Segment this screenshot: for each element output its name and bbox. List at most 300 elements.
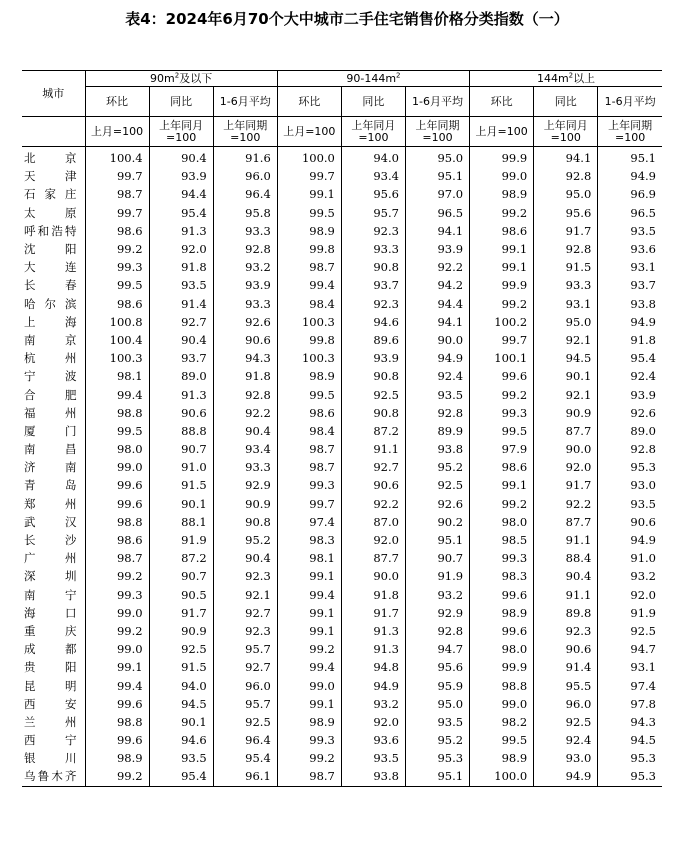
- index-value-cell: 98.1: [277, 549, 341, 567]
- index-value-cell: 93.9: [213, 276, 277, 294]
- index-value-cell: 92.1: [534, 385, 598, 403]
- index-value-cell: 92.2: [213, 404, 277, 422]
- index-value-cell: 90.4: [213, 422, 277, 440]
- index-value-cell: 87.2: [149, 549, 213, 567]
- index-value-cell: 98.2: [470, 713, 534, 731]
- index-value-cell: 99.7: [85, 204, 149, 222]
- index-value-cell: 100.4: [85, 331, 149, 349]
- index-value-cell: 94.1: [405, 313, 469, 331]
- index-value-cell: 93.6: [598, 240, 662, 258]
- index-value-cell: 94.9: [405, 349, 469, 367]
- index-value-cell: 92.7: [213, 658, 277, 676]
- index-value-cell: 93.3: [213, 222, 277, 240]
- index-value-cell: 99.5: [85, 276, 149, 294]
- group-header-large: $144m^2$以上: [470, 71, 662, 87]
- city-name-cell: 宁波: [24, 369, 77, 384]
- index-value-cell: 99.0: [85, 604, 149, 622]
- index-value-cell: 96.0: [213, 676, 277, 694]
- index-value-cell: 98.6: [85, 295, 149, 313]
- index-value-cell: 92.6: [213, 313, 277, 331]
- table-row: [22, 240, 662, 258]
- base-header-mom: 上月=100: [470, 117, 534, 147]
- index-value-cell: 92.0: [341, 531, 405, 549]
- index-value-cell: 95.8: [213, 204, 277, 222]
- index-value-cell: 89.6: [341, 331, 405, 349]
- index-value-cell: 92.7: [149, 313, 213, 331]
- city-column-header: 城市: [22, 71, 85, 117]
- table-row: [22, 422, 662, 440]
- index-value-cell: 92.2: [341, 495, 405, 513]
- index-value-cell: 93.5: [405, 713, 469, 731]
- base-header-mom: 上月=100: [85, 117, 149, 147]
- city-name-cell: 广州: [24, 551, 77, 566]
- index-value-cell: 92.7: [213, 604, 277, 622]
- city-name-cell: 银川: [24, 751, 77, 766]
- index-value-cell: 92.8: [598, 440, 662, 458]
- index-value-cell: 92.3: [213, 622, 277, 640]
- index-value-cell: 96.5: [598, 204, 662, 222]
- index-value-cell: 99.1: [470, 240, 534, 258]
- index-value-cell: 99.3: [85, 258, 149, 276]
- index-value-cell: 92.2: [534, 495, 598, 513]
- base-header-mom: 上月=100: [277, 117, 341, 147]
- index-value-cell: 98.6: [470, 458, 534, 476]
- index-value-cell: 94.1: [534, 147, 598, 168]
- index-value-cell: 94.7: [598, 640, 662, 658]
- city-name-cell: 哈尔滨: [24, 296, 77, 311]
- index-value-cell: 92.4: [534, 731, 598, 749]
- table-row: [22, 549, 662, 567]
- index-value-cell: 90.5: [149, 586, 213, 604]
- base-header-avg: 上年同期=100: [405, 117, 469, 147]
- index-value-cell: 90.7: [149, 567, 213, 585]
- index-value-cell: 99.7: [277, 167, 341, 185]
- index-value-cell: 98.7: [85, 185, 149, 203]
- index-value-cell: 93.2: [213, 258, 277, 276]
- table-row: [22, 349, 662, 367]
- index-value-cell: 95.0: [405, 695, 469, 713]
- index-value-cell: 94.1: [405, 222, 469, 240]
- base-header-yoy: 上年同月=100: [341, 117, 405, 147]
- index-value-cell: 93.4: [213, 440, 277, 458]
- city-name-cell: 厦门: [24, 423, 77, 438]
- index-value-cell: 98.0: [470, 513, 534, 531]
- index-value-cell: 99.0: [470, 167, 534, 185]
- sub-header-avg: 1-6月平均: [405, 87, 469, 117]
- index-value-cell: 93.3: [213, 295, 277, 313]
- group-header-small: $90m^2$及以下: [85, 71, 277, 87]
- index-value-cell: 91.6: [213, 147, 277, 168]
- index-value-cell: 89.0: [598, 422, 662, 440]
- index-value-cell: 95.2: [405, 731, 469, 749]
- table-row: [22, 385, 662, 403]
- index-value-cell: 90.4: [534, 567, 598, 585]
- sub-header-mom: 环比: [470, 87, 534, 117]
- index-value-cell: 97.9: [470, 440, 534, 458]
- index-value-cell: 95.9: [405, 676, 469, 694]
- index-value-cell: 99.2: [85, 622, 149, 640]
- index-value-cell: 94.0: [149, 676, 213, 694]
- index-value-cell: 98.7: [277, 458, 341, 476]
- index-value-cell: 89.0: [149, 367, 213, 385]
- index-value-cell: 91.5: [149, 658, 213, 676]
- table-row: [22, 676, 662, 694]
- index-value-cell: 98.8: [85, 713, 149, 731]
- index-value-cell: 99.1: [277, 622, 341, 640]
- index-value-cell: 99.2: [85, 240, 149, 258]
- base-header-yoy: 上年同月=100: [149, 117, 213, 147]
- index-value-cell: 97.8: [598, 695, 662, 713]
- index-value-cell: 94.7: [405, 640, 469, 658]
- index-value-cell: 98.7: [277, 258, 341, 276]
- table-body: [22, 147, 662, 787]
- index-value-cell: 98.1: [85, 367, 149, 385]
- index-value-cell: 93.9: [598, 385, 662, 403]
- table-row: [22, 258, 662, 276]
- index-value-cell: 92.6: [405, 495, 469, 513]
- index-value-cell: 89.8: [534, 604, 598, 622]
- index-value-cell: 90.0: [341, 567, 405, 585]
- index-value-cell: 92.8: [405, 622, 469, 640]
- index-value-cell: 99.1: [277, 695, 341, 713]
- index-value-cell: 88.1: [149, 513, 213, 531]
- sub-header-yoy: 同比: [149, 87, 213, 117]
- index-value-cell: 98.4: [277, 422, 341, 440]
- index-value-cell: 99.1: [85, 658, 149, 676]
- index-value-cell: 95.7: [213, 695, 277, 713]
- index-value-cell: 93.5: [598, 222, 662, 240]
- index-value-cell: 99.4: [85, 676, 149, 694]
- index-value-cell: 99.7: [85, 167, 149, 185]
- index-value-cell: 99.1: [277, 567, 341, 585]
- index-value-cell: 94.4: [405, 295, 469, 313]
- city-name-cell: 武汉: [24, 514, 77, 529]
- index-value-cell: 92.3: [534, 622, 598, 640]
- index-value-cell: 87.7: [341, 549, 405, 567]
- index-value-cell: 93.5: [598, 495, 662, 513]
- index-value-cell: 94.6: [149, 731, 213, 749]
- index-value-cell: 90.6: [534, 640, 598, 658]
- index-value-cell: 94.0: [341, 147, 405, 168]
- index-value-cell: 92.2: [405, 258, 469, 276]
- index-value-cell: 90.0: [405, 331, 469, 349]
- index-value-cell: 92.3: [213, 567, 277, 585]
- index-value-cell: 100.3: [277, 349, 341, 367]
- index-value-cell: 99.6: [470, 367, 534, 385]
- index-value-cell: 87.2: [341, 422, 405, 440]
- index-value-cell: 94.9: [598, 313, 662, 331]
- city-name-cell: 沈阳: [24, 242, 77, 257]
- index-value-cell: 99.2: [277, 640, 341, 658]
- index-value-cell: 94.3: [213, 349, 277, 367]
- table-row: [22, 731, 662, 749]
- index-value-cell: 93.1: [598, 258, 662, 276]
- index-value-cell: 99.0: [470, 695, 534, 713]
- index-value-cell: 95.6: [405, 658, 469, 676]
- index-value-cell: 99.2: [470, 385, 534, 403]
- index-value-cell: 93.2: [405, 586, 469, 604]
- index-value-cell: 99.2: [85, 567, 149, 585]
- index-value-cell: 99.3: [470, 549, 534, 567]
- index-value-cell: 90.6: [149, 404, 213, 422]
- table-row: [22, 276, 662, 294]
- index-value-cell: 93.8: [341, 767, 405, 786]
- index-value-cell: 97.4: [598, 676, 662, 694]
- index-value-cell: 99.5: [85, 422, 149, 440]
- table-row: [22, 640, 662, 658]
- index-value-cell: 98.9: [277, 713, 341, 731]
- index-value-cell: 99.6: [85, 731, 149, 749]
- index-value-cell: 93.6: [341, 731, 405, 749]
- table-row: [22, 658, 662, 676]
- table-row: [22, 713, 662, 731]
- index-value-cell: 91.3: [149, 385, 213, 403]
- index-value-cell: 96.5: [405, 204, 469, 222]
- index-value-cell: 99.2: [470, 295, 534, 313]
- index-value-cell: 93.2: [341, 695, 405, 713]
- city-name-cell: 成都: [24, 642, 77, 657]
- index-value-cell: 92.8: [213, 240, 277, 258]
- index-value-cell: 92.5: [534, 713, 598, 731]
- index-value-cell: 91.1: [534, 531, 598, 549]
- index-value-cell: 90.4: [213, 549, 277, 567]
- index-value-cell: 98.4: [277, 295, 341, 313]
- index-value-cell: 91.4: [534, 658, 598, 676]
- index-value-cell: 91.7: [341, 604, 405, 622]
- table-row: [22, 204, 662, 222]
- index-value-cell: 92.8: [534, 167, 598, 185]
- index-value-cell: 98.9: [277, 222, 341, 240]
- index-value-cell: 99.3: [85, 586, 149, 604]
- city-name-cell: 杭州: [24, 351, 77, 366]
- city-name-cell: 太原: [24, 205, 77, 220]
- index-value-cell: 95.4: [213, 749, 277, 767]
- table-row: [22, 531, 662, 549]
- city-name-cell: 长沙: [24, 533, 77, 548]
- index-value-cell: 90.6: [213, 331, 277, 349]
- table-row: [22, 185, 662, 203]
- index-value-cell: 92.0: [341, 713, 405, 731]
- table-row: [22, 567, 662, 585]
- index-value-cell: 100.0: [277, 147, 341, 168]
- index-value-cell: 92.3: [341, 295, 405, 313]
- city-name-cell: 天津: [24, 169, 77, 184]
- index-value-cell: 99.9: [470, 147, 534, 168]
- index-value-cell: 93.7: [149, 349, 213, 367]
- index-value-cell: 98.6: [85, 222, 149, 240]
- index-value-cell: 93.7: [598, 276, 662, 294]
- city-name-cell: 深圳: [24, 569, 77, 584]
- city-name-cell: 南宁: [24, 587, 77, 602]
- index-value-cell: 93.0: [534, 749, 598, 767]
- index-value-cell: 95.6: [341, 185, 405, 203]
- index-value-cell: 92.5: [149, 640, 213, 658]
- index-value-cell: 91.9: [598, 604, 662, 622]
- sub-header-yoy: 同比: [341, 87, 405, 117]
- table-row: [22, 167, 662, 185]
- index-value-cell: 98.8: [470, 676, 534, 694]
- index-value-cell: 91.7: [534, 222, 598, 240]
- index-value-cell: 95.0: [534, 185, 598, 203]
- city-name-cell: 大连: [24, 260, 77, 275]
- index-value-cell: 98.9: [470, 604, 534, 622]
- index-value-cell: 87.7: [534, 513, 598, 531]
- index-value-cell: 93.5: [149, 276, 213, 294]
- city-name-cell: 贵阳: [24, 660, 77, 675]
- index-value-cell: 98.9: [470, 749, 534, 767]
- index-value-cell: 93.3: [341, 240, 405, 258]
- index-value-cell: 94.6: [341, 313, 405, 331]
- index-value-cell: 94.5: [598, 731, 662, 749]
- index-value-cell: 91.7: [149, 604, 213, 622]
- table-row: [22, 767, 662, 786]
- index-value-cell: 99.9: [470, 276, 534, 294]
- city-name-cell: 南昌: [24, 442, 77, 457]
- index-value-cell: 99.6: [85, 695, 149, 713]
- table-row: [22, 513, 662, 531]
- table-row: [22, 313, 662, 331]
- index-value-cell: 91.5: [149, 476, 213, 494]
- index-value-cell: 93.3: [213, 458, 277, 476]
- index-value-cell: 92.3: [341, 222, 405, 240]
- sub-header-mom: 环比: [85, 87, 149, 117]
- index-value-cell: 91.7: [534, 476, 598, 494]
- index-value-cell: 98.0: [470, 640, 534, 658]
- index-value-cell: 92.0: [149, 240, 213, 258]
- index-value-cell: 90.0: [534, 440, 598, 458]
- index-value-cell: 99.6: [470, 586, 534, 604]
- index-value-cell: 95.1: [405, 767, 469, 786]
- index-value-cell: 91.3: [341, 640, 405, 658]
- index-value-cell: 90.7: [149, 440, 213, 458]
- index-value-cell: 95.2: [405, 458, 469, 476]
- index-value-cell: 91.8: [598, 331, 662, 349]
- index-value-cell: 90.9: [213, 495, 277, 513]
- index-value-cell: 90.8: [213, 513, 277, 531]
- index-value-cell: 99.6: [85, 476, 149, 494]
- price-index-table: [22, 70, 662, 787]
- group-header-medium: $90-144m^2$: [277, 71, 469, 87]
- index-value-cell: 93.1: [534, 295, 598, 313]
- city-name-cell: 呼和浩特: [24, 223, 77, 238]
- index-value-cell: 91.1: [341, 440, 405, 458]
- index-value-cell: 92.0: [598, 586, 662, 604]
- city-name-cell: 合肥: [24, 387, 77, 402]
- index-value-cell: 98.7: [85, 549, 149, 567]
- index-value-cell: 98.3: [277, 531, 341, 549]
- index-value-cell: 92.4: [405, 367, 469, 385]
- index-value-cell: 91.4: [149, 295, 213, 313]
- index-value-cell: 100.1: [470, 349, 534, 367]
- table-row: [22, 295, 662, 313]
- table-row: [22, 495, 662, 513]
- index-value-cell: 99.0: [277, 676, 341, 694]
- index-value-cell: 91.3: [149, 222, 213, 240]
- base-header-yoy: 上年同月=100: [534, 117, 598, 147]
- index-value-cell: 87.0: [341, 513, 405, 531]
- index-value-cell: 95.3: [405, 749, 469, 767]
- index-value-cell: 100.0: [470, 767, 534, 786]
- index-value-cell: 96.9: [598, 185, 662, 203]
- index-value-cell: 96.4: [213, 731, 277, 749]
- sub-header-avg: 1-6月平均: [213, 87, 277, 117]
- city-name-cell: 长春: [24, 278, 77, 293]
- index-value-cell: 92.5: [405, 476, 469, 494]
- index-value-cell: 95.1: [405, 167, 469, 185]
- index-value-cell: 98.8: [85, 513, 149, 531]
- index-value-cell: 99.8: [277, 331, 341, 349]
- index-value-cell: 99.3: [277, 476, 341, 494]
- index-value-cell: 93.9: [341, 349, 405, 367]
- city-name-cell: 青岛: [24, 478, 77, 493]
- index-value-cell: 93.9: [405, 240, 469, 258]
- base-header-avg: 上年同期=100: [598, 117, 662, 147]
- city-name-cell: 乌鲁木齐: [24, 769, 77, 784]
- index-value-cell: 92.5: [213, 713, 277, 731]
- index-value-cell: 94.3: [598, 713, 662, 731]
- index-value-cell: 98.9: [277, 367, 341, 385]
- index-value-cell: 95.7: [213, 640, 277, 658]
- index-value-cell: 93.8: [598, 295, 662, 313]
- index-value-cell: 99.7: [277, 495, 341, 513]
- index-value-cell: 98.9: [85, 749, 149, 767]
- index-value-cell: 95.0: [534, 313, 598, 331]
- index-value-cell: 90.7: [405, 549, 469, 567]
- index-value-cell: 99.5: [277, 385, 341, 403]
- table-row: [22, 367, 662, 385]
- index-value-cell: 99.5: [470, 422, 534, 440]
- index-value-cell: 99.6: [85, 495, 149, 513]
- index-value-cell: 95.2: [213, 531, 277, 549]
- index-value-cell: 100.3: [85, 349, 149, 367]
- index-value-cell: 93.0: [598, 476, 662, 494]
- index-value-cell: 92.8: [534, 240, 598, 258]
- index-value-cell: 88.4: [534, 549, 598, 567]
- index-value-cell: 98.5: [470, 531, 534, 549]
- index-value-cell: 98.8: [85, 404, 149, 422]
- city-name-cell: 福州: [24, 405, 77, 420]
- city-name-cell: 郑州: [24, 496, 77, 511]
- index-value-cell: 95.4: [149, 204, 213, 222]
- index-value-cell: 93.9: [149, 167, 213, 185]
- index-value-cell: 99.9: [470, 658, 534, 676]
- city-name-cell: 西宁: [24, 733, 77, 748]
- index-value-cell: 95.0: [405, 147, 469, 168]
- city-header-blank: [22, 117, 85, 147]
- index-value-cell: 99.4: [277, 658, 341, 676]
- index-value-cell: 93.3: [534, 276, 598, 294]
- city-name-cell: 重庆: [24, 623, 77, 638]
- index-value-cell: 98.0: [85, 440, 149, 458]
- index-value-cell: 95.1: [598, 147, 662, 168]
- index-value-cell: 92.8: [405, 404, 469, 422]
- city-name-cell: 济南: [24, 460, 77, 475]
- index-value-cell: 90.2: [405, 513, 469, 531]
- index-value-cell: 97.0: [405, 185, 469, 203]
- index-value-cell: 90.1: [149, 713, 213, 731]
- index-value-cell: 97.4: [277, 513, 341, 531]
- index-value-cell: 91.9: [149, 531, 213, 549]
- index-value-cell: 99.1: [277, 604, 341, 622]
- index-value-cell: 99.4: [277, 586, 341, 604]
- index-value-cell: 99.7: [470, 331, 534, 349]
- table-header: [22, 71, 662, 147]
- index-value-cell: 100.4: [85, 147, 149, 168]
- index-value-cell: 90.1: [149, 495, 213, 513]
- index-value-cell: 90.1: [534, 367, 598, 385]
- index-value-cell: 95.3: [598, 458, 662, 476]
- index-value-cell: 99.8: [277, 240, 341, 258]
